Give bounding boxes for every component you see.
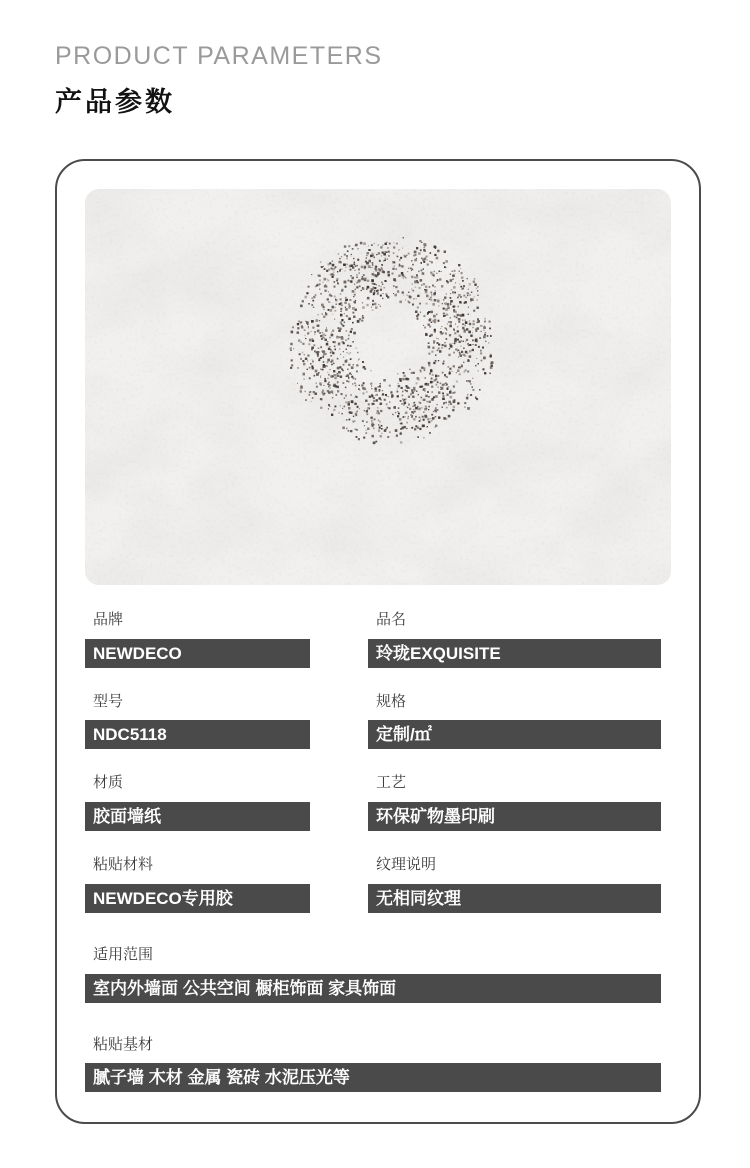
param-brand [85, 611, 310, 668]
param-label: 纹理说明 [376, 856, 437, 873]
param-value: 腻子墙 木材 金属 瓷砖 水泥压光等 [85, 1063, 661, 1092]
param-label: 粘贴材料 [93, 856, 154, 873]
param-label: 品名 [376, 610, 407, 628]
param-material [85, 774, 310, 831]
parameters-card [55, 159, 701, 1125]
param-product-name [368, 611, 661, 668]
param-model [85, 693, 310, 750]
param-value: NEWDECO [85, 639, 310, 668]
param-label: 材质 [93, 774, 124, 792]
param-value: 无相同纹理 [368, 884, 661, 913]
page-header [0, 0, 750, 119]
dotted-ring-pattern [85, 189, 671, 585]
param-texture-note [368, 856, 661, 913]
param-value: 定制/㎡ [368, 720, 661, 749]
product-image [85, 189, 671, 585]
page-title-en: PRODUCT PARAMETERS [55, 42, 383, 70]
param-craft [368, 774, 661, 831]
param-label: 规格 [376, 692, 407, 710]
param-label: 型号 [93, 692, 124, 710]
param-label: 适用范围 [93, 945, 154, 963]
param-value: NEWDECO专用胶 [85, 884, 310, 913]
param-value: 环保矿物墨印刷 [368, 802, 661, 831]
param-value: 室内外墙面 公共空间 橱柜饰面 家具饰面 [85, 974, 661, 1003]
param-value: 玲珑EXQUISITE [368, 639, 661, 668]
param-label: 工艺 [376, 774, 407, 792]
param-label: 品牌 [93, 610, 124, 628]
param-label: 粘贴基材 [93, 1035, 154, 1053]
param-adhesive-material [85, 856, 310, 913]
param-value: 胶面墙纸 [85, 802, 310, 831]
param-spec [368, 693, 661, 750]
param-substrate [85, 1036, 661, 1093]
parameters-grid [85, 611, 671, 1093]
param-application-scope [85, 946, 661, 1003]
page-title-zh: 产品参数 [55, 86, 175, 117]
param-value: NDC5118 [85, 720, 310, 749]
